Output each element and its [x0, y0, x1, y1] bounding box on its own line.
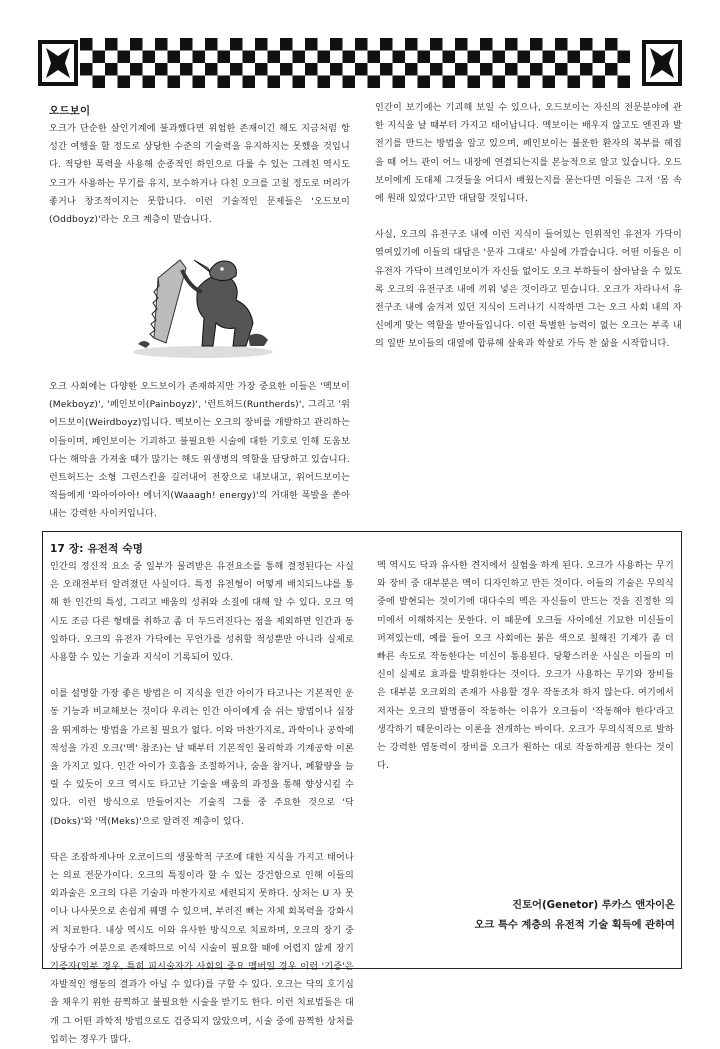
checker-square [505, 38, 518, 51]
checker-square [218, 76, 231, 89]
checker-square [330, 63, 343, 76]
chapter-paragraph-1: 인간의 정신적 요소 중 일부가 물려받은 유전요소를 통해 결정된다는 사실은 오래전부터 알려졌던 사실이다. 특정 유전형이 어떻게 배치되느냐를 통해 한 인간의 특성, 그리고 배움의 성취와 소질에 대해 알 수 있다. 오크 역시도 조금 다른 형태를 취하고 좀 더 두드러진다는 점을 제외하면 인간과 동일하다. 오크의 유전자 가닥에는 무언가를 성취할 적성뿐만 아니라 실제로 사용할 수 있는 기술과 지식이 기록되어 있다. [50, 562, 354, 664]
checker-square [505, 63, 518, 76]
chapter-paragraph-2: 이를 설명할 가장 좋은 방법은 이 지식을 인간 아이가 타고나는 기본적인 운동 기능과 비교해보는 것이다 우리는 인간 아이에게 숨 쉬는 방법이나 심장을 뛰게하는 방법을 가르칠 필요가 없다. 이와 마찬가지로, 과학이나 공학에 적성을 가진 오크('멕' 참조)는 날 때부터 기본적인 물리학과 기계공학 이론을 가지고 있다. 인간 아이가 호흡을 조절하거나, 숨을 참거나, 폐활량을 늘릴 수 있듯이 오크 역시도 타고난 기술을 배움의 과정을 통해 향상시킬 수 있다. 이런 방식으로 만들어지는 기술직 그룹 중 주요한 것으로 '닥(Doks)'와 '멕(Meks)'으로 알려진 계층이 있다. [50, 689, 354, 827]
checker-square [130, 38, 143, 51]
chapter-excerpt-box [42, 531, 682, 1045]
chapter-paragraph-4: 멕 역시도 닥과 유사한 견지에서 실험을 하게 된다. 오크가 사용하는 무기와 장비 중 대부분은 멕이 디자인하고 만든 것이다. 이들의 기술은 무의식 중에 발현되는 것이기에 대다수의 멕은 자신들이 만드는 것을 진정한 의미에서 이해하지는 못한다. 이 때문에 오크들 사이에선 기묘한 미신들이 퍼져있는데, 예를 들어 오크 사회에는 붉은 색으로 칠해진 기계가 좀 더 빠른 속도로 작동한다는 미신이 통용된다. 당황스러운 사실은 이들의 미신이 실제로 효과를 발휘한다는 것이다. 오크가 사용하는 무기와 장비들은 대부분 오크외의 존재가 사용할 경우 작동조차 하지 않는다. 여기에서 저자는 오크의 발명품이 작동하는 이유가 오크들이 '작동해야 한다'라고 생각하기 때문이라는 이론을 전개하는 바이다. 오크가 무의식적으로 발하는 강력한 염동력이 장비를 오크가 원하는 대로 작동하게끔 한다는 것이다. [377, 561, 674, 772]
checker-square [180, 38, 193, 51]
checker-square [155, 38, 168, 51]
ork-mek-illustration [118, 248, 288, 360]
checker-square [105, 38, 118, 51]
checker-square [193, 51, 206, 64]
checker-square [230, 63, 243, 76]
oddboyz-strange-paragraph: 인간이 보기에는 기괴해 보일 수 있으나, 오드보이는 자신의 전문분야에 관한 지식을 날 때부터 가지고 태어납니다. 멕보이는 배우지 않고도 엔진과 발전기를 만드는 방법을 알고 있으며, 페인보이는 불운한 환자의 복부를 헤집을 때 어느 관이 어느 내장에 연결되는지를 본능적으로 알고 있습니다. 오드보이에게 도대체 그것들을 어디서 배웠는지를 묻는다면 이들은 그저 '몸 속에 원래 있었다'고만 대답할 것입니다. [375, 103, 682, 205]
checker-square [455, 63, 468, 76]
checker-square [543, 51, 556, 64]
checker-square [318, 51, 331, 64]
checker-square [205, 38, 218, 51]
oddboyz-types-section [49, 378, 350, 524]
checker-square [430, 38, 443, 51]
checker-square [255, 38, 268, 51]
checker-square [118, 76, 131, 89]
left-banner-emblem [38, 40, 78, 86]
paragraph-gap [377, 539, 674, 557]
signature-author: 진토어(Genetor) 루카스 앤자이온 [512, 899, 675, 911]
checker-square [493, 51, 506, 64]
checker-square [93, 76, 106, 89]
checker-square [355, 38, 368, 51]
checker-square [443, 51, 456, 64]
checker-square [143, 51, 156, 64]
chapter-right-column [377, 539, 674, 775]
checker-square [393, 76, 406, 89]
oddboyz-heading: 오드보이 [49, 105, 91, 117]
checker-square [268, 51, 281, 64]
checker-square [243, 76, 256, 89]
checker-square [568, 51, 581, 64]
checker-square [593, 51, 606, 64]
checker-square [305, 38, 318, 51]
checker-square [293, 51, 306, 64]
oddboyz-types-paragraph: 오크 사회에는 다양한 오드보이가 존재하지만 가장 중요한 이들은 '멕보이(Mekboyz)', '페인보이(Painboyz)', '런트허드(Runtherds)', 그리고 '위어드보이(Weirdboyz)입니다. 멕보이는 오크의 장비를 개발하고 관리하는 이들이며, 페인보이는 기괴하고 불필요한 시술에 대한 기호로 인해 도움보다는 해악을 가져올 때가 많기는 해도 위생병의 역할을 담당하고 있습니다. 런트허드는 소형 그린스킨을 길러내어 전장으로 내보내고, 위어드보이는 적들에게 '와아아아아! 에너지(Waaagh! energy)'의 거대한 폭발을 쏟아내는 강력한 사이커입니다. [49, 382, 350, 520]
checker-square [343, 51, 356, 64]
checker-square [305, 63, 318, 76]
checker-square [455, 38, 468, 51]
paragraph-gap [375, 208, 682, 226]
checker-square [568, 76, 581, 89]
checker-square [518, 51, 531, 64]
checker-square [355, 63, 368, 76]
checker-square [530, 38, 543, 51]
checker-square [293, 76, 306, 89]
checker-square [418, 51, 431, 64]
checker-square [130, 63, 143, 76]
checker-square [430, 63, 443, 76]
checker-square [105, 63, 118, 76]
signature-title: 오크 특수 계층의 유전적 기술 획득에 관하여 [474, 919, 675, 931]
right-banner-emblem [642, 40, 682, 86]
checker-square [168, 76, 181, 89]
checker-square [418, 76, 431, 89]
checker-square [243, 51, 256, 64]
checker-square [380, 38, 393, 51]
checker-square [593, 76, 606, 89]
checker-square [343, 76, 356, 89]
checker-square [405, 63, 418, 76]
checker-square [580, 63, 593, 76]
checker-square [555, 63, 568, 76]
checker-square [280, 38, 293, 51]
checker-square [268, 76, 281, 89]
checker-square [618, 76, 631, 89]
oddboyz-intro-section [49, 102, 350, 229]
chapter-heading: 17 장: 유전적 숙명 [50, 543, 144, 555]
checker-square [93, 51, 106, 64]
checker-square [255, 63, 268, 76]
checker-square [368, 76, 381, 89]
paragraph-gap [50, 667, 354, 685]
oddboyz-right-column [375, 99, 682, 354]
checker-square [180, 63, 193, 76]
checker-square [168, 51, 181, 64]
checker-square [555, 38, 568, 51]
oddboyz-intro-paragraph: 오크가 단순한 살인기계에 불과했다면 위험한 존재이긴 해도 지금처럼 항성간 여행을 할 정도로 상당한 수준의 기술력을 유지하지는 못했을 것입니다. 적당한 폭력을 사용해 순종적인 하인으로 다룰 수 있는 그레친 역시도 오크가 사용하는 무기를 유지, 보수하거나 다친 오크를 고칠 정도로 머리가 좋거나 창조적이지는 못합니다. 이런 기술적인 문제들은 '오드보이(Oddboyz)'라는 오크 계층이 맡습니다. [49, 124, 350, 226]
checker-square [318, 76, 331, 89]
checker-square [530, 63, 543, 76]
checker-square [368, 51, 381, 64]
checker-square [380, 63, 393, 76]
checker-square [393, 51, 406, 64]
checker-square [480, 38, 493, 51]
checker-square [280, 63, 293, 76]
checker-square [580, 38, 593, 51]
checker-square [218, 51, 231, 64]
checker-square [543, 76, 556, 89]
checkered-banner [38, 38, 682, 88]
checker-square [155, 63, 168, 76]
checker-square [468, 76, 481, 89]
checker-square [405, 38, 418, 51]
checker-square [605, 63, 618, 76]
checker-square [205, 63, 218, 76]
checker-square [493, 76, 506, 89]
checker-square [230, 38, 243, 51]
checker-square [480, 63, 493, 76]
paragraph-gap [50, 831, 354, 849]
chapter-paragraph-3: 닥은 조잡하게나마 오코이드의 생물학적 구조에 대한 지식을 가지고 태어나는 의료 전문가이다. 오크의 특징이라 할 수 있는 강건함으로 인해 이들의 외과술은 오크의 다른 기술과 마찬가지로 세련되지 못하다. 상처는 U 자 못이나 나사못으로 손쉽게 꿰맬 수 있으며, 부러진 뼈는 자체 회복력을 강화시켜 치료한다. 내상 역시도 이와 유사한 방식으로 치료하며, 오크의 장기 중 상당수가 여분으로 존재하므로 이식 시술이 필요할 때에 어렵지 않게 장기 기증자(일부 경우, 특히 피시술자가 사회의 중요 멤버일 경우 이런 '기증'은 자발적인 행동의 결과가 아닐 수 있다)를 구할 수 있다. 오크는 닥의 호기심을 채우기 위한 끔찍하고 불필요한 시술을 받기도 한다. 이런 치료법들은 대개 그 어떤 과학적 방법으로도 검증되지 않았으며, 시술 중에 끔찍한 상처를 입히는 경우가 많다. [50, 852, 354, 1045]
checker-square [80, 38, 93, 51]
checker-square [118, 51, 131, 64]
checker-square [330, 38, 343, 51]
checker-square [605, 38, 618, 51]
checker-square [518, 76, 531, 89]
checker-square [443, 76, 456, 89]
checker-square [80, 63, 93, 76]
checker-square [193, 76, 206, 89]
checker-square [468, 51, 481, 64]
checker-square [618, 51, 631, 64]
checker-square [143, 76, 156, 89]
chapter-left-column [50, 540, 354, 1049]
oddboyz-genetic-paragraph: 사실, 오크의 유전구조 내에 이런 지식이 들어있는 인위적인 유전자 가닥이 엮여있기에 이들의 대답은 '문자 그대로' 사실에 가깝습니다. 어떤 이들은 이 유전자 가닥이 브레인보이가 자신들 없이도 오크 부하들이 살아남을 수 있도록 오크의 유전구조 내에 끼워 넣은 것이라고 믿습니다. 오크가 자라나서 유전구조 내에 숨겨져 있던 지식이 드러나기 시작하면 그는 오크 사회 내의 자신에게 맞는 역할을 받아들입니다. 이런 특별한 능력이 없는 오크는 부족 내의 일반 보이들의 대열에 합류해 살육과 학살로 가득 찬 삶을 시작합니다. [375, 230, 682, 350]
